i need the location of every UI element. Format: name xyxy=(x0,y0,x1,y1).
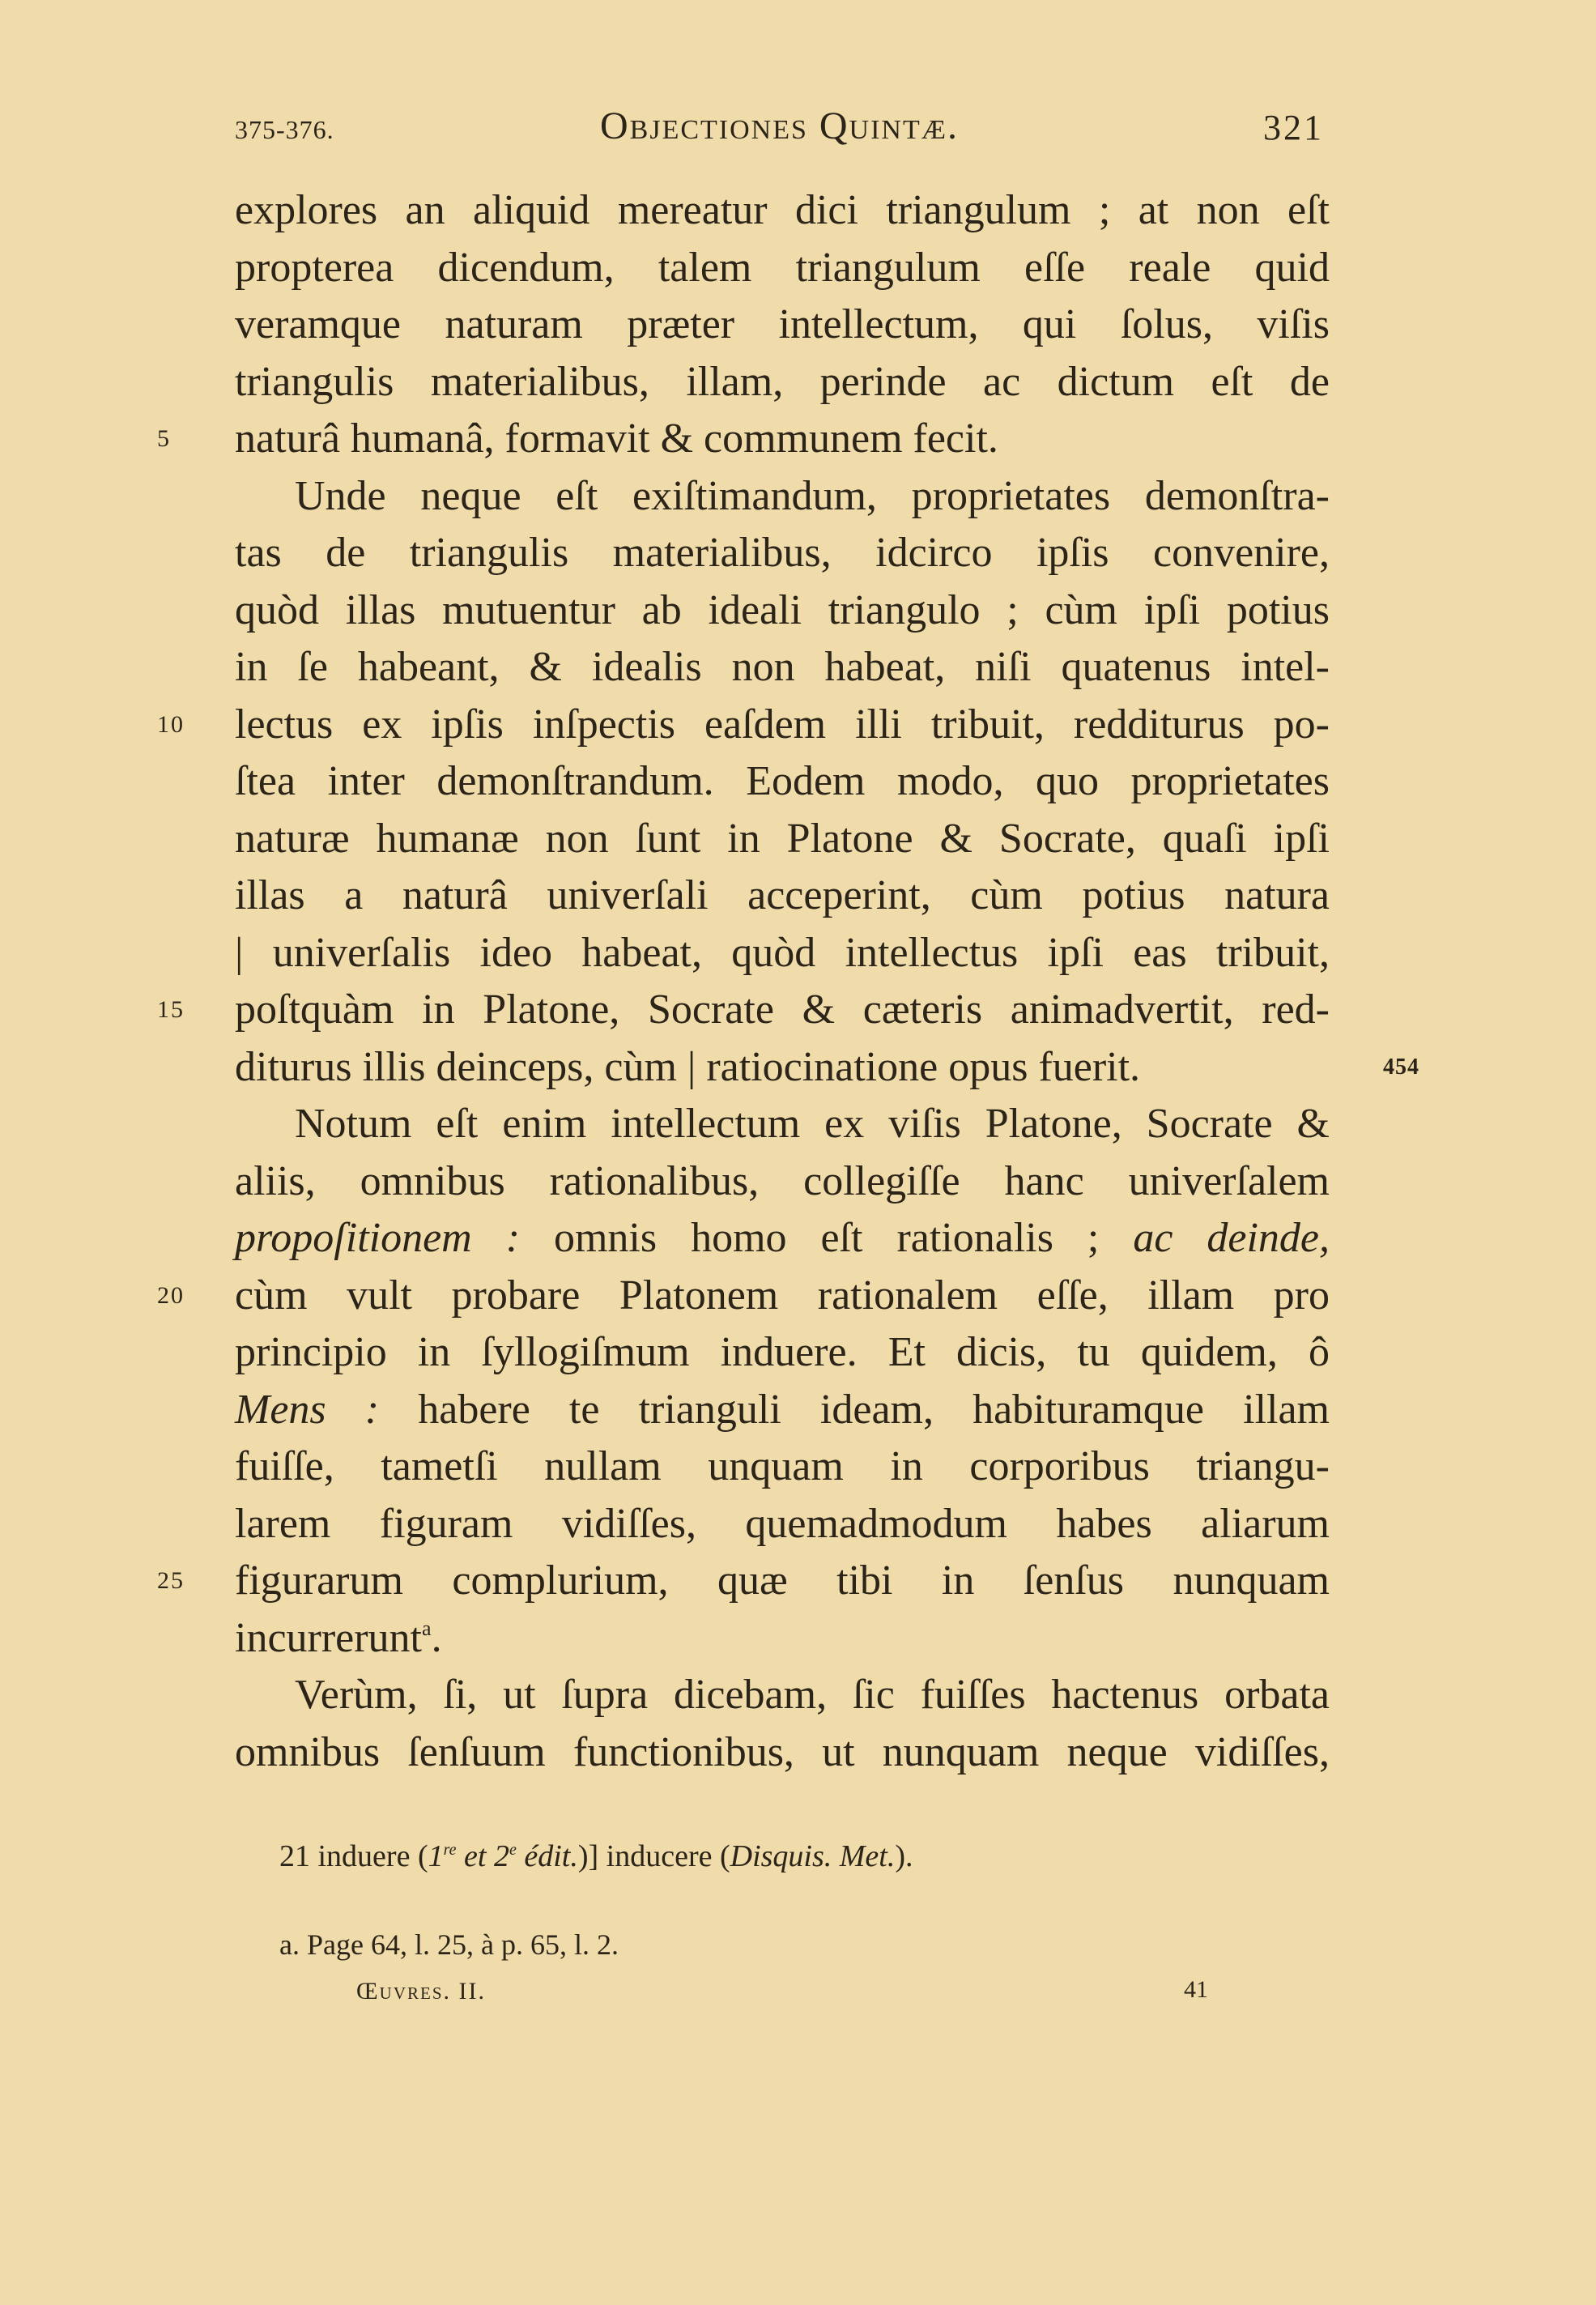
text-line-content: lectus ex ipſis inſpectis eaſdem illi tribuit, redditurus po- xyxy=(235,701,1330,748)
variant-text: ). xyxy=(895,1839,913,1873)
variant-text: édit. xyxy=(516,1839,578,1873)
text-line: | univerſalis ideo habeat, quòd intellectus ipſi eas tribuit, xyxy=(235,929,1330,976)
text-segment: . xyxy=(431,1614,442,1661)
text-line: veramque naturam præter intellectum, qui ſolus, viſis xyxy=(235,301,1330,347)
text-segment: ac deinde, xyxy=(1133,1215,1330,1261)
text-segment: propoſitionem : xyxy=(235,1215,521,1261)
text-line: Unde neque eſt exiſtimandum, proprietates demonſtra- xyxy=(295,472,1330,519)
variant-text: )] inducere ( xyxy=(577,1839,730,1873)
text-line xyxy=(157,411,1330,468)
text-line: tas de triangulis materialibus, idcirco ipſis convenire, xyxy=(235,530,1330,576)
text-line: principio in ſyllogiſmum induere. Et dicis, tu quidem, ô xyxy=(235,1329,1330,1375)
text-line: Verùm, ſi, ut ſupra dicebam, ſic fuiſſes hactenus orbata xyxy=(295,1672,1330,1718)
text-line-content: poſtquàm in Platone, Socrate & cæteris animadvertit, red- xyxy=(235,986,1330,1033)
variant-edition-sup: e xyxy=(509,1841,517,1859)
line-number: 5 xyxy=(157,425,171,452)
text-line-content: cùm vult probare Platonem rationalem eſſe, illam pro xyxy=(235,1272,1330,1319)
text-line xyxy=(157,1268,1330,1325)
text-segment: habere te trianguli ideam, habituramque illam xyxy=(418,1386,1330,1433)
variant-source: Disquis. Met. xyxy=(730,1839,896,1873)
line-number: 20 xyxy=(157,1281,185,1309)
variant-note xyxy=(279,1838,913,1874)
text-line: ſtea inter demonſtrandum. Eodem modo, quo proprietates xyxy=(235,758,1330,804)
text-line xyxy=(235,1039,1419,1097)
text-line: naturæ humanæ non ſunt in Platone & Socrate, quaſi ipſi xyxy=(235,815,1330,862)
variant-edition: 1 xyxy=(428,1839,444,1873)
text-line: triangulis materialibus, illam, perinde ac dictum eſt de xyxy=(235,358,1330,405)
line-number: 15 xyxy=(157,996,185,1023)
text-line: quòd illas mutuentur ab ideali triangulo ; cùm ipſi potius xyxy=(235,586,1330,633)
text-segment: omnis homo eſt rationalis ; xyxy=(553,1215,1100,1261)
body-text xyxy=(157,182,1419,1781)
text-line xyxy=(235,1610,1330,1668)
signature-mark: 41 xyxy=(1184,1976,1208,2003)
variant-line-number: 21 xyxy=(279,1839,310,1873)
line-number: 25 xyxy=(157,1567,185,1594)
text-line xyxy=(157,1553,1330,1610)
signature-line: Œuvres. II. xyxy=(356,1978,486,2005)
variant-edition: 2 xyxy=(493,1839,509,1873)
line-number: 10 xyxy=(157,710,185,738)
text-line: larem figuram vidiſſes, quemadmodum habes aliarum xyxy=(235,1500,1330,1547)
page-number: 321 xyxy=(1263,108,1324,147)
text-line-content: figurarum complurium, quæ tibi in ſenſus nunquam xyxy=(235,1557,1330,1604)
text-line: illas a naturâ univerſali acceperint, cùm potius natura xyxy=(235,872,1330,918)
text-line: fuiſſe, tametſi nullam unquam in corporibus triangu- xyxy=(235,1443,1330,1489)
variant-text: et xyxy=(456,1839,494,1873)
margin-reference: 454 xyxy=(1383,1054,1419,1080)
variant-edition-sup: re xyxy=(443,1841,457,1859)
text-line: aliis, omnibus rationalibus, collegiſſe hanc univerſalem xyxy=(235,1157,1330,1204)
text-line: Notum eſt enim intellectum ex viſis Platone, Socrate & xyxy=(295,1101,1330,1147)
text-line: propterea dicendum, talem triangulum eſſe reale quid xyxy=(235,244,1330,291)
text-line xyxy=(235,1210,1330,1268)
running-title: Objectiones Quintæ. xyxy=(600,104,959,147)
text-segment: Mens : xyxy=(235,1386,380,1433)
footnote: a. Page 64, l. 25, à p. 65, l. 2. xyxy=(279,1928,619,1961)
text-line: explores an aliquid mereatur dici triangulum ; at non eſt xyxy=(235,187,1330,233)
running-header xyxy=(235,104,1324,160)
text-line-content: naturâ humanâ, formavit & communem fecit. xyxy=(235,415,998,462)
text-line xyxy=(157,697,1330,754)
variant-text: induere ( xyxy=(317,1839,428,1873)
text-line: in ſe habeant, & idealis non habeat, niſi quatenus intel- xyxy=(235,644,1330,690)
text-segment: incurrerunt xyxy=(235,1614,423,1661)
text-line: omnibus ſenſuum functionibus, ut nunquam neque vidiſſes, xyxy=(235,1728,1330,1775)
page-range: 375-376. xyxy=(235,115,334,144)
footnote-marker: a xyxy=(422,1616,432,1640)
text-line xyxy=(235,1382,1330,1439)
text-line xyxy=(157,982,1330,1039)
text-line-content: diturus illis deinceps, cùm | ratiocinatione opus fuerit. xyxy=(235,1043,1141,1090)
